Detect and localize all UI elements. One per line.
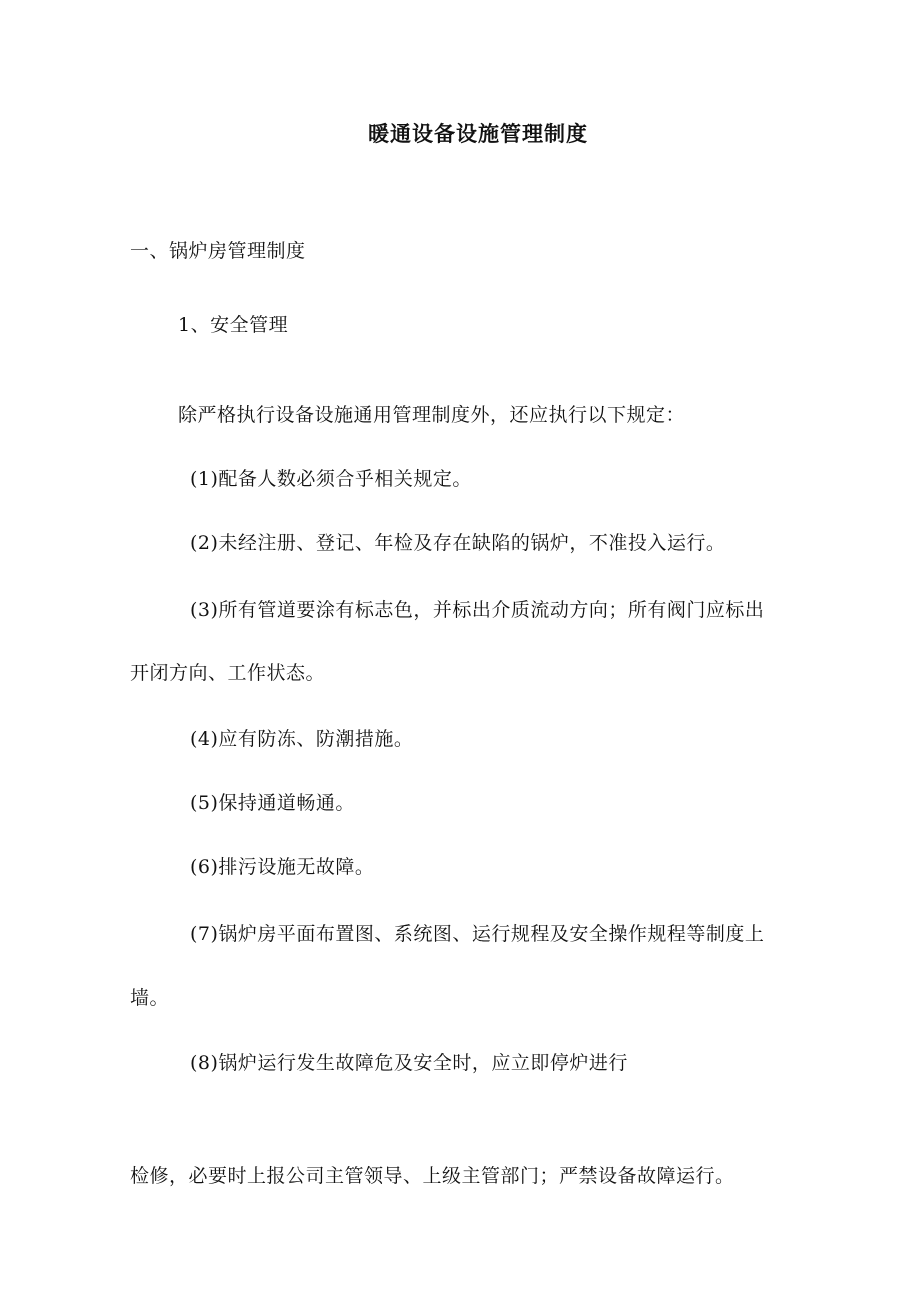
list-item: (7)锅炉房平面布置图、系统图、运行规程及安全操作规程等制度上 [190, 923, 765, 945]
document-title: 暖通设备设施管理制度 [368, 121, 588, 146]
list-item-continuation: 检修，必要时上报公司主管领导、上级主管部门；严禁设备故障运行。 [130, 1165, 735, 1187]
list-item: (2)未经注册、登记、年检及存在缺陷的锅炉，不准投入运行。 [190, 532, 726, 554]
list-item: (5)保持通道畅通。 [190, 792, 355, 814]
section-heading: 一、锅炉房管理制度 [130, 240, 306, 262]
list-item: (3)所有管道要涂有标志色，并标出介质流动方向；所有阀门应标出 [190, 599, 765, 621]
list-item: (4)应有防冻、防潮措施。 [190, 728, 414, 750]
subsection-heading: 1、安全管理 [178, 314, 289, 336]
list-item: (6)排污设施无故障。 [190, 856, 375, 878]
intro-paragraph: 除严格执行设备设施通用管理制度外，还应执行以下规定： [178, 404, 686, 426]
list-item: (8)锅炉运行发生故障危及安全时，应立即停炉进行 [190, 1052, 628, 1074]
list-item-continuation: 墙。 [130, 987, 170, 1009]
list-item-continuation: 开闭方向、工作状态。 [130, 662, 326, 684]
list-item: (1)配备人数必须合乎相关规定。 [190, 468, 472, 490]
